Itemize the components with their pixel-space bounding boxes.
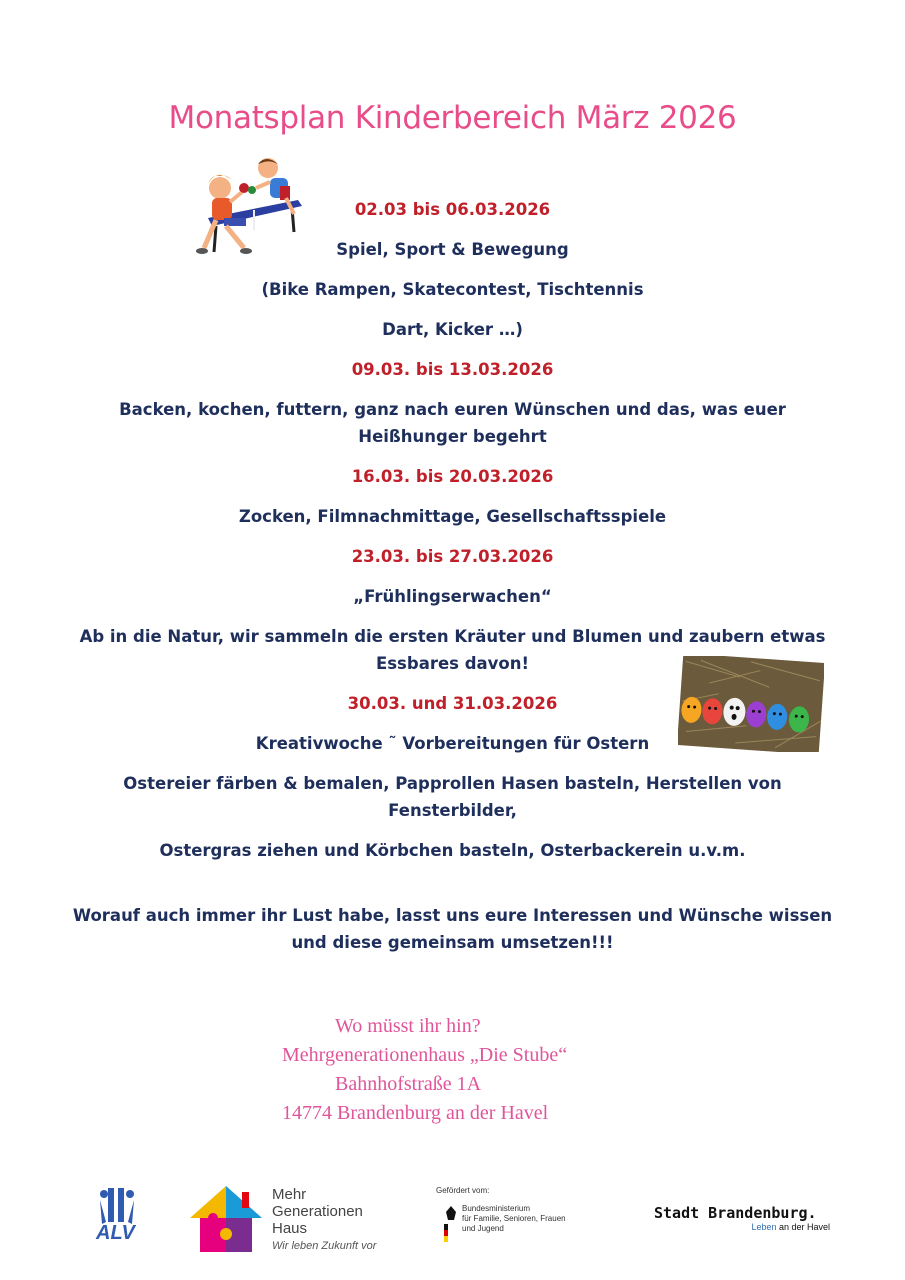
mgh-line-3: Haus [272,1220,308,1237]
date-week-5: 30.03. und 31.03.2026 [347,694,558,713]
mgh-name [272,1186,363,1237]
date-week-4: 23.03. bis 27.03.2026 [351,547,554,566]
ministry-line-1: Bundesministerium [462,1204,531,1213]
mgh-line-1: Mehr [272,1186,307,1203]
alv-logo-text: ALV [96,1222,135,1244]
mehrgenerationenhaus-logo [186,1184,386,1256]
schedule [0,196,905,969]
mgh-slogan: Wir leben Zukunft vor [272,1240,377,1252]
house-puzzle-icon [186,1184,266,1256]
city-name: Stadt Brandenburg. [654,1204,817,1222]
address-city: 14774 Brandenburg an der Havel [282,1102,549,1124]
ministry-line-2: für Familie, Senioren, Frauen [462,1214,566,1223]
address-street: Bahnhofstraße 1A [335,1073,482,1095]
date-week-2: 09.03. bis 13.03.2026 [351,360,554,379]
city-slogan-rest: an der Havel [776,1222,830,1232]
ministry-logo [436,1186,610,1256]
closing-text: Worauf auch immer ihr Lust habe, lasst uns eure Interessen und Wünsche wissen und diese gemeinsam umsetzen!!! [72,906,833,952]
desc-week-1-line-2: (Bike Rampen, Skatecontest, Tischtennis [261,280,644,299]
easter-eggs-photo [678,656,824,752]
stadt-brandenburg-logo [654,1204,834,1240]
desc-week-5-heading: Kreativwoche ˜ Vorbereitungen für Ostern [255,734,650,753]
desc-week-4-heading: „Frühlingserwachen“ [353,587,552,606]
page-title: Monatsplan Kinderbereich März 2026 [168,100,737,136]
address-venue: Mehrgenerationenhaus „Die Stube“ [282,1044,568,1066]
desc-week-5-line-1: Ostereier färben & bemalen, Papprollen Hasen basteln, Herstellen von Fensterbilder, [123,774,782,820]
desc-week-3: Zocken, Filmnachmittage, Gesellschaftsspiele [238,507,667,526]
city-slogan-leben: Leben [751,1222,777,1232]
desc-week-2: Backen, kochen, futtern, ganz nach euren Wünschen und das, was euer Heißhunger begehrt [119,400,786,446]
desc-week-1-line-1: Spiel, Sport & Bewegung [336,240,569,259]
address-question: Wo müsst ihr hin? [335,1015,481,1037]
date-week-3: 16.03. bis 20.03.2026 [351,467,554,486]
desc-week-1-line-3: Dart, Kicker …) [382,320,523,339]
desc-week-5-line-2: Ostergras ziehen und Körbchen basteln, Osterbackerein u.v.m. [159,841,746,860]
alv-logo [92,1186,144,1248]
city-slogan [654,1222,834,1232]
ministry-name [462,1204,566,1234]
date-week-1: 02.03 bis 06.03.2026 [354,200,551,219]
mgh-line-2: Generationen [272,1203,363,1220]
desc-week-4: Ab in die Natur, wir sammeln die ersten Kräuter und Blumen und zaubern etwas Essbares davon! [79,627,826,673]
ministry-line-3: und Jugend [462,1224,504,1233]
federal-eagle-icon [444,1204,458,1244]
funded-by-label: Gefördert vom: [436,1186,490,1195]
